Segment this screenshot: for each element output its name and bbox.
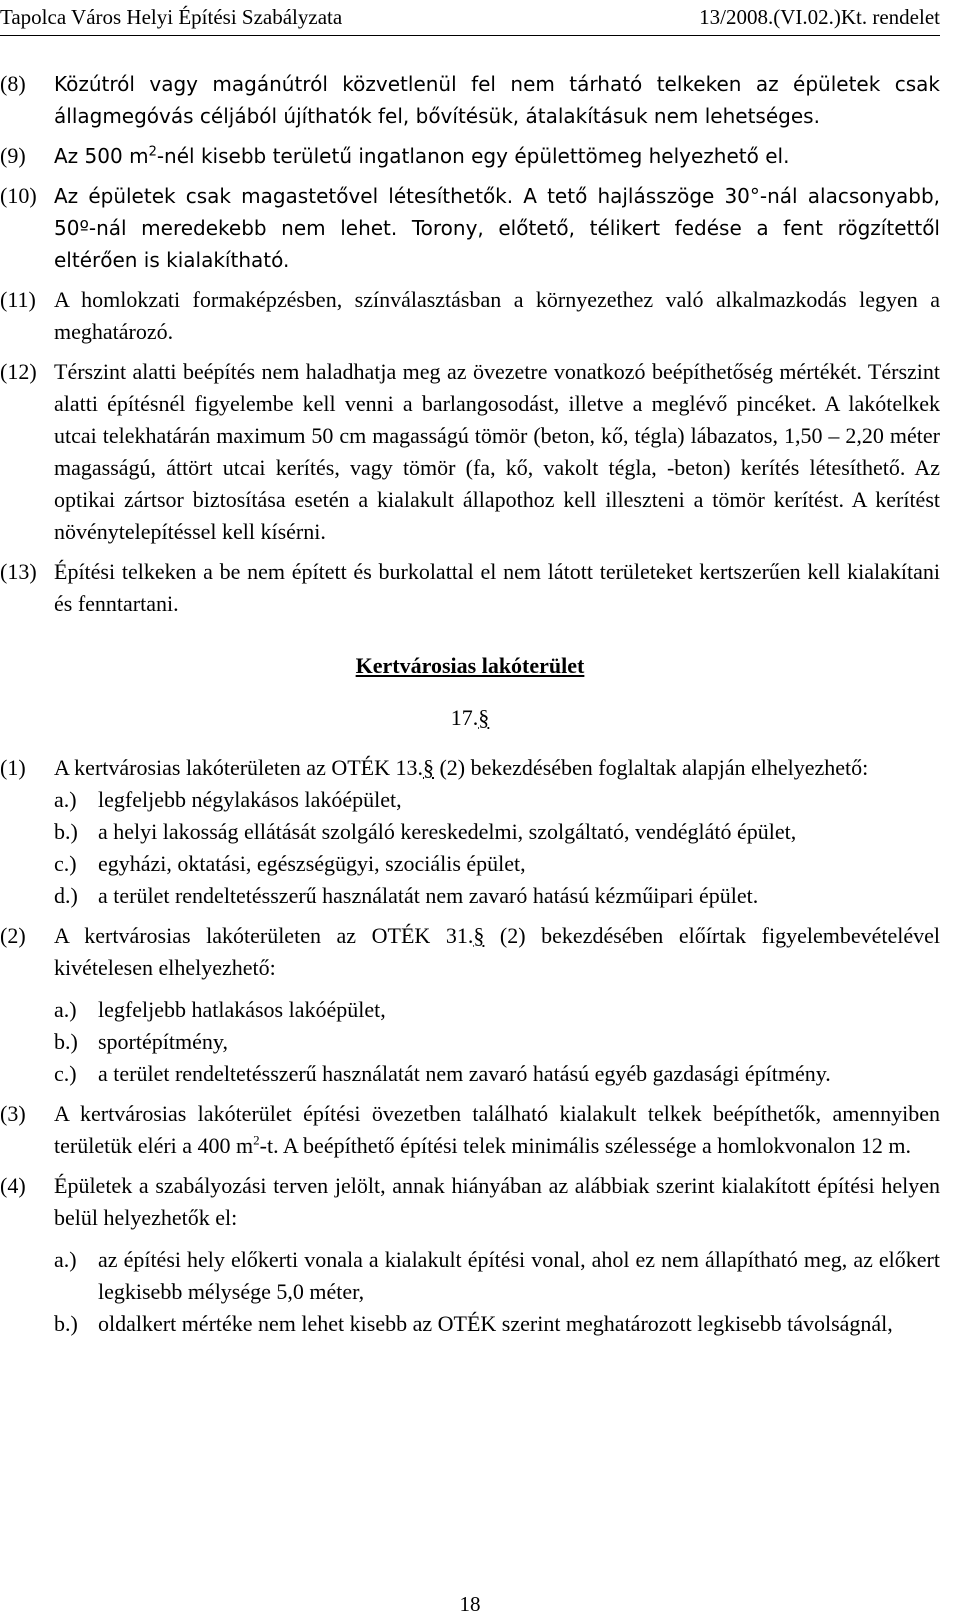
- paragraph-11: [0, 284, 940, 348]
- sub-list: [54, 784, 940, 912]
- paragraph-text: [54, 920, 940, 984]
- text-part: A kertvárosias lakóterület építési övezetben található kialakult telkek beépíthetők, amennyiben területük eléri a 400 m: [54, 1101, 940, 1158]
- section-17-paragraph-1: [0, 752, 940, 912]
- list-item-label: b.): [54, 1311, 78, 1336]
- list-item-text: a terület rendeltetésszerű használatát nem zavaró hatású egyéb gazdasági építmény.: [98, 1061, 831, 1086]
- paragraph-number: (10): [0, 183, 37, 208]
- list-item-label: a.): [54, 997, 77, 1022]
- paragraph-10: [0, 180, 940, 276]
- section-sign: §: [473, 923, 485, 948]
- list-item-label: d.): [54, 883, 78, 908]
- text-part: (2) bekezdésében előírtak figyelembevételével kivételesen elhelyezhető:: [54, 923, 940, 980]
- document-body: [0, 68, 940, 1348]
- paragraph-number: (13): [0, 559, 37, 584]
- paragraph-text: Térszint alatti beépítés nem haladhatja meg az övezetre vonatkozó beépíthetőség mértékét. Térszint alatti építésnél figyelembe kell venni a barlangosodást, illetve a meglévő pincéket. A lakótelkek utcai telekhatárán maximum 50 cm magasságú tömör (beton, kő, tégla) lábazatos, 1,50 – 2,20 méter magasságú, áttört utcai kerítés, vagy tömör (fa, kő, vakolt tégla, -beton) kerítés létesíthető. Az optikai zártsor biztosítása esetén a kialakult állapothoz kell illeszteni a tömör kerítést. A kerítést növénytelepítéssel kell kísérni.: [54, 359, 940, 544]
- paragraph-body: [54, 920, 940, 1090]
- paragraph-number: (8): [0, 71, 26, 96]
- paragraph-number: (11): [0, 287, 36, 312]
- text-part: -nél kisebb területű ingatlanon egy épülettömeg helyezhető el.: [156, 144, 790, 168]
- paragraph-12: [0, 356, 940, 548]
- list-item-label: c.): [54, 851, 77, 876]
- list-item: [54, 1244, 940, 1308]
- section-17-paragraph-2: [0, 920, 940, 1090]
- list-item-text: a terület rendeltetésszerű használatát nem zavaró hatású kézműipari épület.: [98, 883, 759, 908]
- page-number: 18: [459, 1592, 481, 1616]
- list-item: [54, 1058, 940, 1090]
- paragraph-body: [54, 752, 940, 912]
- paragraph-text: Építési telkeken a be nem épített és burkolattal el nem látott területeket kertszerűen kell kialakítani és fenntartani.: [54, 559, 940, 616]
- paragraph-8: [0, 68, 940, 132]
- list-item: [54, 994, 940, 1026]
- list-item-label: b.): [54, 1029, 78, 1054]
- paragraph-13: [0, 556, 940, 620]
- paragraph-body: [54, 1170, 940, 1340]
- list-item-text: legfeljebb hatlakásos lakóépület,: [98, 997, 386, 1022]
- list-item-text: az építési hely előkerti vonala a kialakult építési vonal, ahol ez nem állapítható meg, az előkert legkisebb mélysége 5,0 méter,: [98, 1247, 940, 1304]
- list-item: [54, 1308, 940, 1340]
- list-item-text: a helyi lakosság ellátását szolgáló kereskedelmi, szolgáltató, vendéglátó épület,: [98, 819, 797, 844]
- list-item: [54, 880, 940, 912]
- paragraph-9: [0, 140, 940, 172]
- list-item-text: sportépítmény,: [98, 1029, 228, 1054]
- paragraph-text: A homlokzati formaképzésben, színválasztásban a környezethez való alkalmazkodás legyen a meghatározó.: [54, 287, 940, 344]
- section-17-paragraph-3: [0, 1098, 940, 1162]
- section-number-value: 17.: [450, 705, 479, 730]
- paragraph-number: (2): [0, 923, 26, 948]
- sub-list: [54, 994, 940, 1090]
- text-part: Az 500 m: [54, 144, 149, 168]
- list-item-label: a.): [54, 787, 77, 812]
- header-decree-number: 13/2008.(VI.02.)Kt. rendelet: [699, 5, 940, 29]
- paragraph-text: [54, 140, 940, 172]
- paragraph-number: (1): [0, 755, 26, 780]
- text-part: A kertvárosias lakóterületen az OTÉK 13.: [54, 755, 423, 780]
- text-part: A kertvárosias lakóterületen az OTÉK 31.: [54, 923, 474, 948]
- list-item: [54, 816, 940, 848]
- paragraph-text: [54, 752, 940, 784]
- superscript: 2: [253, 1132, 260, 1148]
- paragraph-number: (12): [0, 359, 37, 384]
- section-number: [0, 702, 940, 734]
- list-item-text: legfeljebb négylakásos lakóépület,: [98, 787, 402, 812]
- paragraph-number: (3): [0, 1101, 26, 1126]
- page-header: [0, 2, 940, 36]
- paragraph-text: Az épületek csak magastetővel létesíthetők. A tető hajlásszöge 30°-nál alacsonyabb, 50º-nál meredekebb nem lehet. Torony, előtető, télikert fedése a fent rögzítettől eltérően is kialakítható.: [54, 184, 940, 272]
- list-item: [54, 784, 940, 816]
- sub-list: [54, 1244, 940, 1340]
- header-title: Tapolca Város Helyi Építési Szabályzata: [0, 5, 343, 29]
- section-17-paragraph-4: [0, 1170, 940, 1340]
- paragraph-number: (9): [0, 143, 26, 168]
- paragraph-number: (4): [0, 1173, 26, 1198]
- list-item-text: egyházi, oktatási, egészségügyi, szociális épület,: [98, 851, 526, 876]
- list-item-text: oldalkert mértéke nem lehet kisebb az OTÉK szerint meghatározott legkisebb távolságnál,: [98, 1311, 893, 1336]
- superscript: 2: [148, 144, 157, 160]
- list-item-label: b.): [54, 819, 78, 844]
- text-part: -t. A beépíthető építési telek minimális szélessége a homlokvonalon 12 m.: [259, 1133, 911, 1158]
- section-sign: §: [422, 755, 434, 780]
- list-item: [54, 1026, 940, 1058]
- list-item-label: a.): [54, 1247, 77, 1272]
- text-part: (2) bekezdésében foglaltak alapján elhelyezhető:: [433, 755, 869, 780]
- list-item-label: c.): [54, 1061, 77, 1086]
- paragraph-text: Közútról vagy magánútról közvetlenül fel nem tárható telkeken az épületek csak állagmegóvás céljából újíthatók fel, bővítésük, átalakításuk nem lehetséges.: [54, 72, 940, 128]
- paragraph-text: Épületek a szabályozási terven jelölt, annak hiányában az alábbiak szerint kialakított építési helyen belül helyezhetők el:: [54, 1173, 940, 1230]
- list-item: [54, 848, 940, 880]
- section-sign: §: [478, 705, 490, 730]
- paragraph-text: [54, 1098, 940, 1162]
- section-title: Kertvárosias lakóterület: [355, 653, 585, 678]
